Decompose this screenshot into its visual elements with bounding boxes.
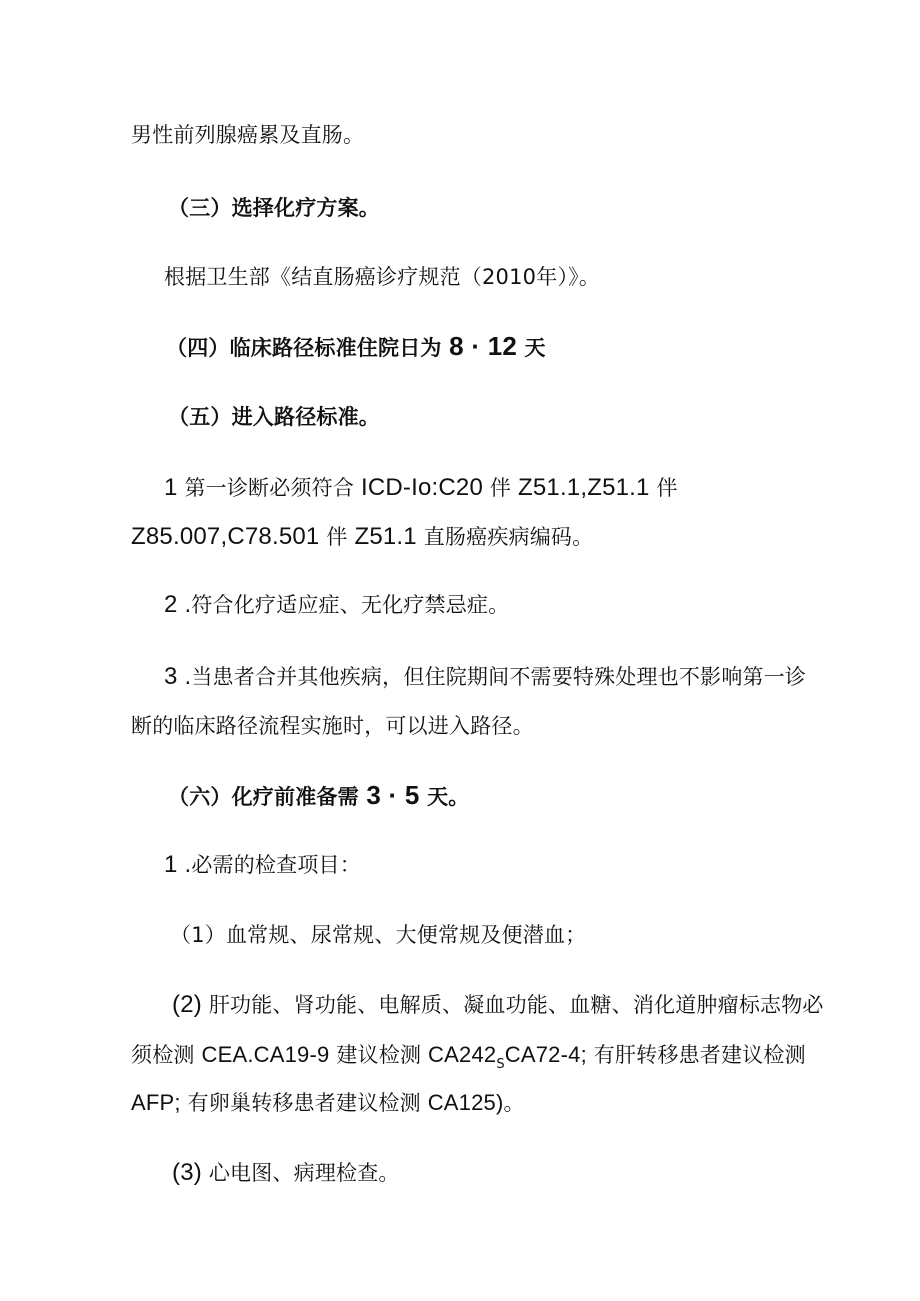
line-text: .必需的检查项目： (184, 853, 361, 877)
text-line-7 (131, 522, 593, 552)
line-text: 建议检测 (336, 1043, 422, 1067)
line-text: 男性前列腺癌累及直肠。 (131, 123, 365, 147)
section-heading-6 (168, 780, 469, 812)
heading-text: （四）临床路径标准住院日为 (166, 336, 442, 360)
line-text: 须检测 (131, 1043, 195, 1067)
range-separator: · (471, 331, 481, 361)
heading-text: 天。 (427, 785, 470, 809)
item-number: 2 (164, 591, 178, 618)
heading-text: 天 (524, 336, 546, 360)
range-separator: · (388, 780, 398, 810)
text-line-6 (164, 473, 678, 503)
marker-code: CA72-4; (504, 1042, 587, 1067)
heading-text: （三）选择化疗方案。 (168, 196, 380, 220)
icd-code: Z85.007,C78.501 (131, 523, 320, 550)
text-line-1 (131, 120, 364, 150)
line-text: （1）血常规、尿常规、大便常规及便潜血； (170, 923, 587, 947)
line-text: 心电图、病理检查。 (208, 1161, 400, 1185)
text-line-13 (170, 920, 586, 950)
text-line-8 (164, 590, 509, 620)
line-text: 有卵巢转移患者建议检测 (187, 1091, 421, 1115)
icd-code: Z51.1 (354, 523, 417, 550)
line-text: 肝功能、肾功能、电解质、凝血功能、血糖、消化道肿瘤标志物必 (208, 993, 824, 1017)
text-line-10 (131, 711, 534, 741)
day-number: 5 (404, 780, 420, 810)
marker-code: AFP; (131, 1090, 181, 1115)
marker-code: CEA.CA19-9 (201, 1042, 330, 1067)
icd-code: ICD-Io:C20 (360, 474, 483, 501)
heading-text: （五）进入路径标准。 (168, 405, 380, 429)
line-text: 直肠癌疾病编码。 (423, 525, 594, 549)
section-heading-5 (168, 402, 380, 432)
subscript-mark: S (496, 1057, 505, 1072)
item-number: 1 (164, 474, 178, 501)
line-text: 伴 (326, 525, 348, 549)
line-text: .当患者合并其他疾病，但住院期间不需要特殊处理也不影响第一诊 (184, 665, 807, 689)
icd-code: Z51.1,Z51.1 (517, 474, 650, 501)
line-text: 伴 (656, 476, 678, 500)
day-number: 12 (487, 331, 518, 361)
text-line-17 (172, 1158, 400, 1188)
marker-code: CA125) (427, 1090, 504, 1115)
line-text: 第一诊断必须符合 (184, 476, 355, 500)
item-number: (3) (172, 1159, 202, 1186)
marker-code: CA242 (428, 1042, 497, 1067)
day-number: 3 (366, 780, 381, 810)
day-number: 8 (449, 331, 464, 361)
line-text: .符合化疗适应症、无化疗禁忌症。 (184, 593, 510, 617)
line-text: 断的临床路径流程实施时，可以进入路径。 (131, 714, 534, 738)
text-line-12 (164, 850, 361, 880)
line-text: 伴 (489, 476, 512, 500)
section-heading-4 (166, 331, 546, 363)
item-number: 1 (164, 851, 178, 878)
section-heading-3 (168, 193, 380, 223)
item-number: 3 (164, 663, 178, 690)
text-line-3 (164, 262, 600, 292)
text-line-14 (172, 990, 824, 1020)
line-text: 有肝转移患者建议检测 (593, 1043, 806, 1067)
heading-text: （六）化疗前准备需 (168, 785, 359, 809)
item-number: (2) (172, 991, 202, 1018)
text-line-9 (164, 662, 806, 692)
line-text: 根据卫生部《结直肠癌诊疗规范（2010年）》。 (164, 265, 601, 289)
text-line-15 (131, 1040, 806, 1074)
text-line-16 (131, 1088, 525, 1118)
line-text: 。 (503, 1091, 525, 1115)
